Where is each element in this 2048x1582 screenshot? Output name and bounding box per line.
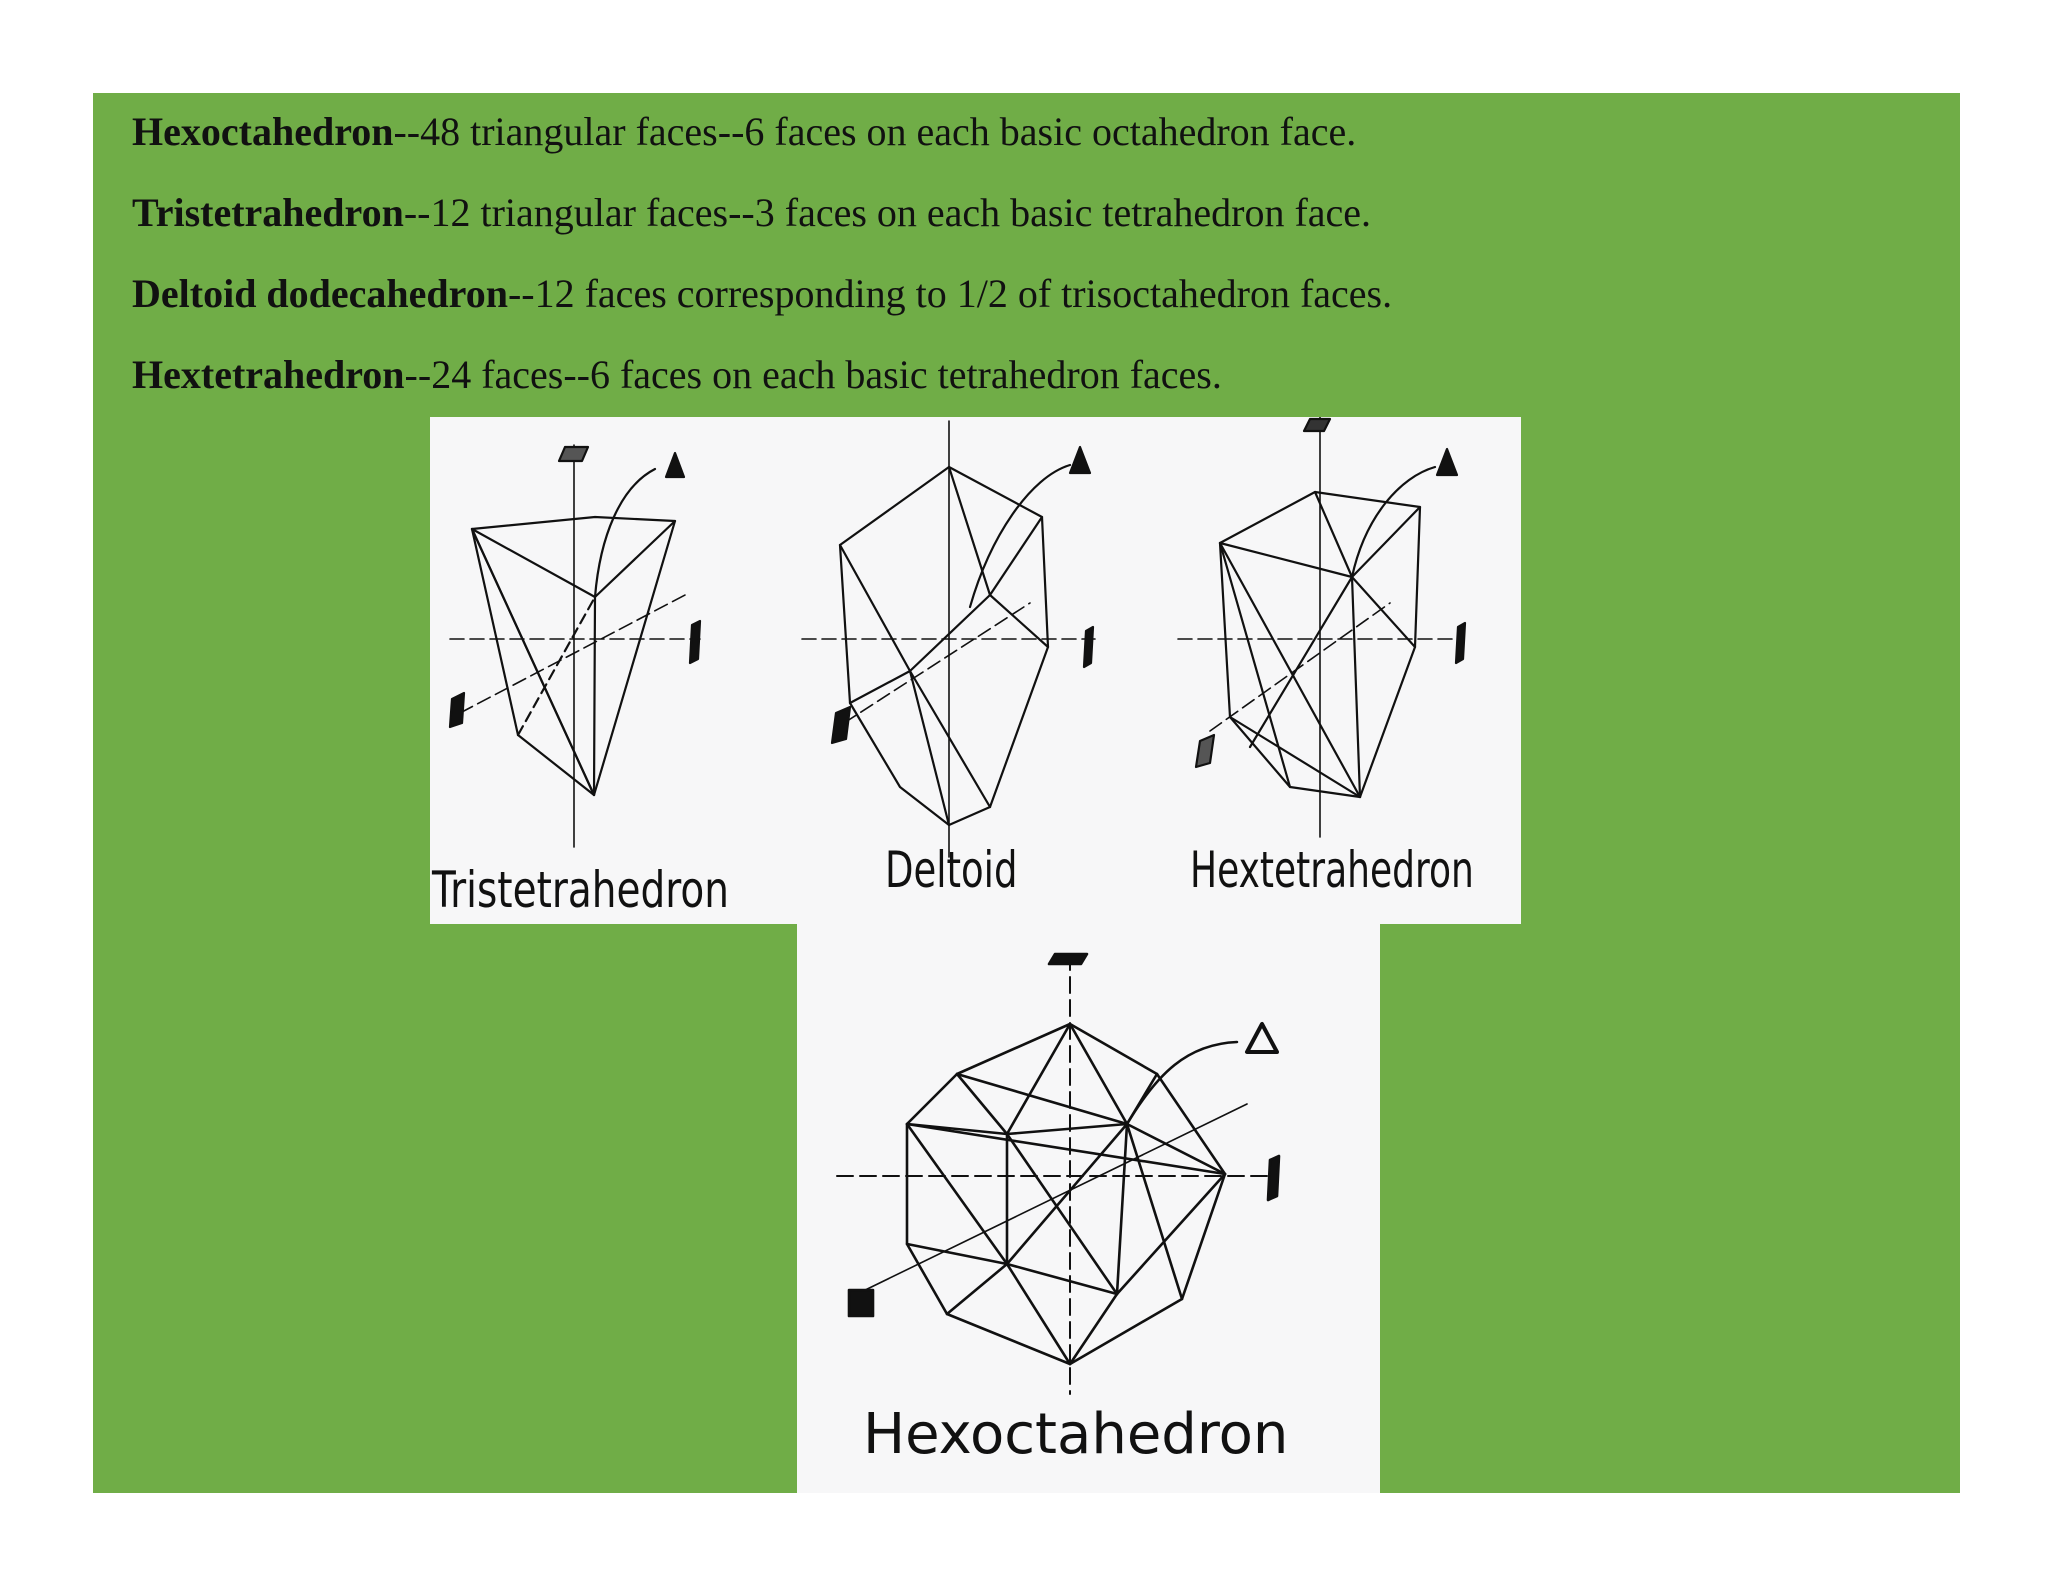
term-label: Hextetrahedron	[132, 352, 405, 397]
term-label: Hexoctahedron	[132, 109, 394, 154]
term-description: --48 triangular faces--6 faces on each basic octahedron face.	[393, 109, 1357, 154]
text-line-deltoid-dodecahedron	[132, 270, 1392, 318]
term-description: --12 faces corresponding to 1/2 of trisoctahedron faces.	[507, 271, 1393, 316]
text-line-hextetrahedron	[132, 351, 1222, 399]
hextetrahedron-drawing	[1178, 417, 1465, 837]
term-description: --24 faces--6 faces on each basic tetrahedron faces.	[404, 352, 1222, 397]
deltoid-drawing	[802, 421, 1095, 857]
tristetrahedron-drawing	[450, 445, 700, 847]
text-line-tristetrahedron	[132, 189, 1371, 237]
term-label: Deltoid dodecahedron	[132, 271, 508, 316]
caption-deltoid: Deltoid	[885, 841, 1018, 899]
figure-hexoctahedron	[797, 924, 1380, 1493]
text-line-hexoctahedron	[132, 108, 1356, 156]
caption-hexoctahedron: Hexoctahedron	[863, 1402, 1289, 1467]
caption-tristetrahedron: Tristetrahedron	[432, 861, 730, 919]
term-description: --12 triangular faces--3 faces on each basic tetrahedron face.	[403, 190, 1372, 235]
figure-strip-top	[430, 417, 1521, 924]
caption-hextetrahedron: Hextetrahedron	[1190, 841, 1474, 899]
term-label: Tristetrahedron	[132, 190, 404, 235]
